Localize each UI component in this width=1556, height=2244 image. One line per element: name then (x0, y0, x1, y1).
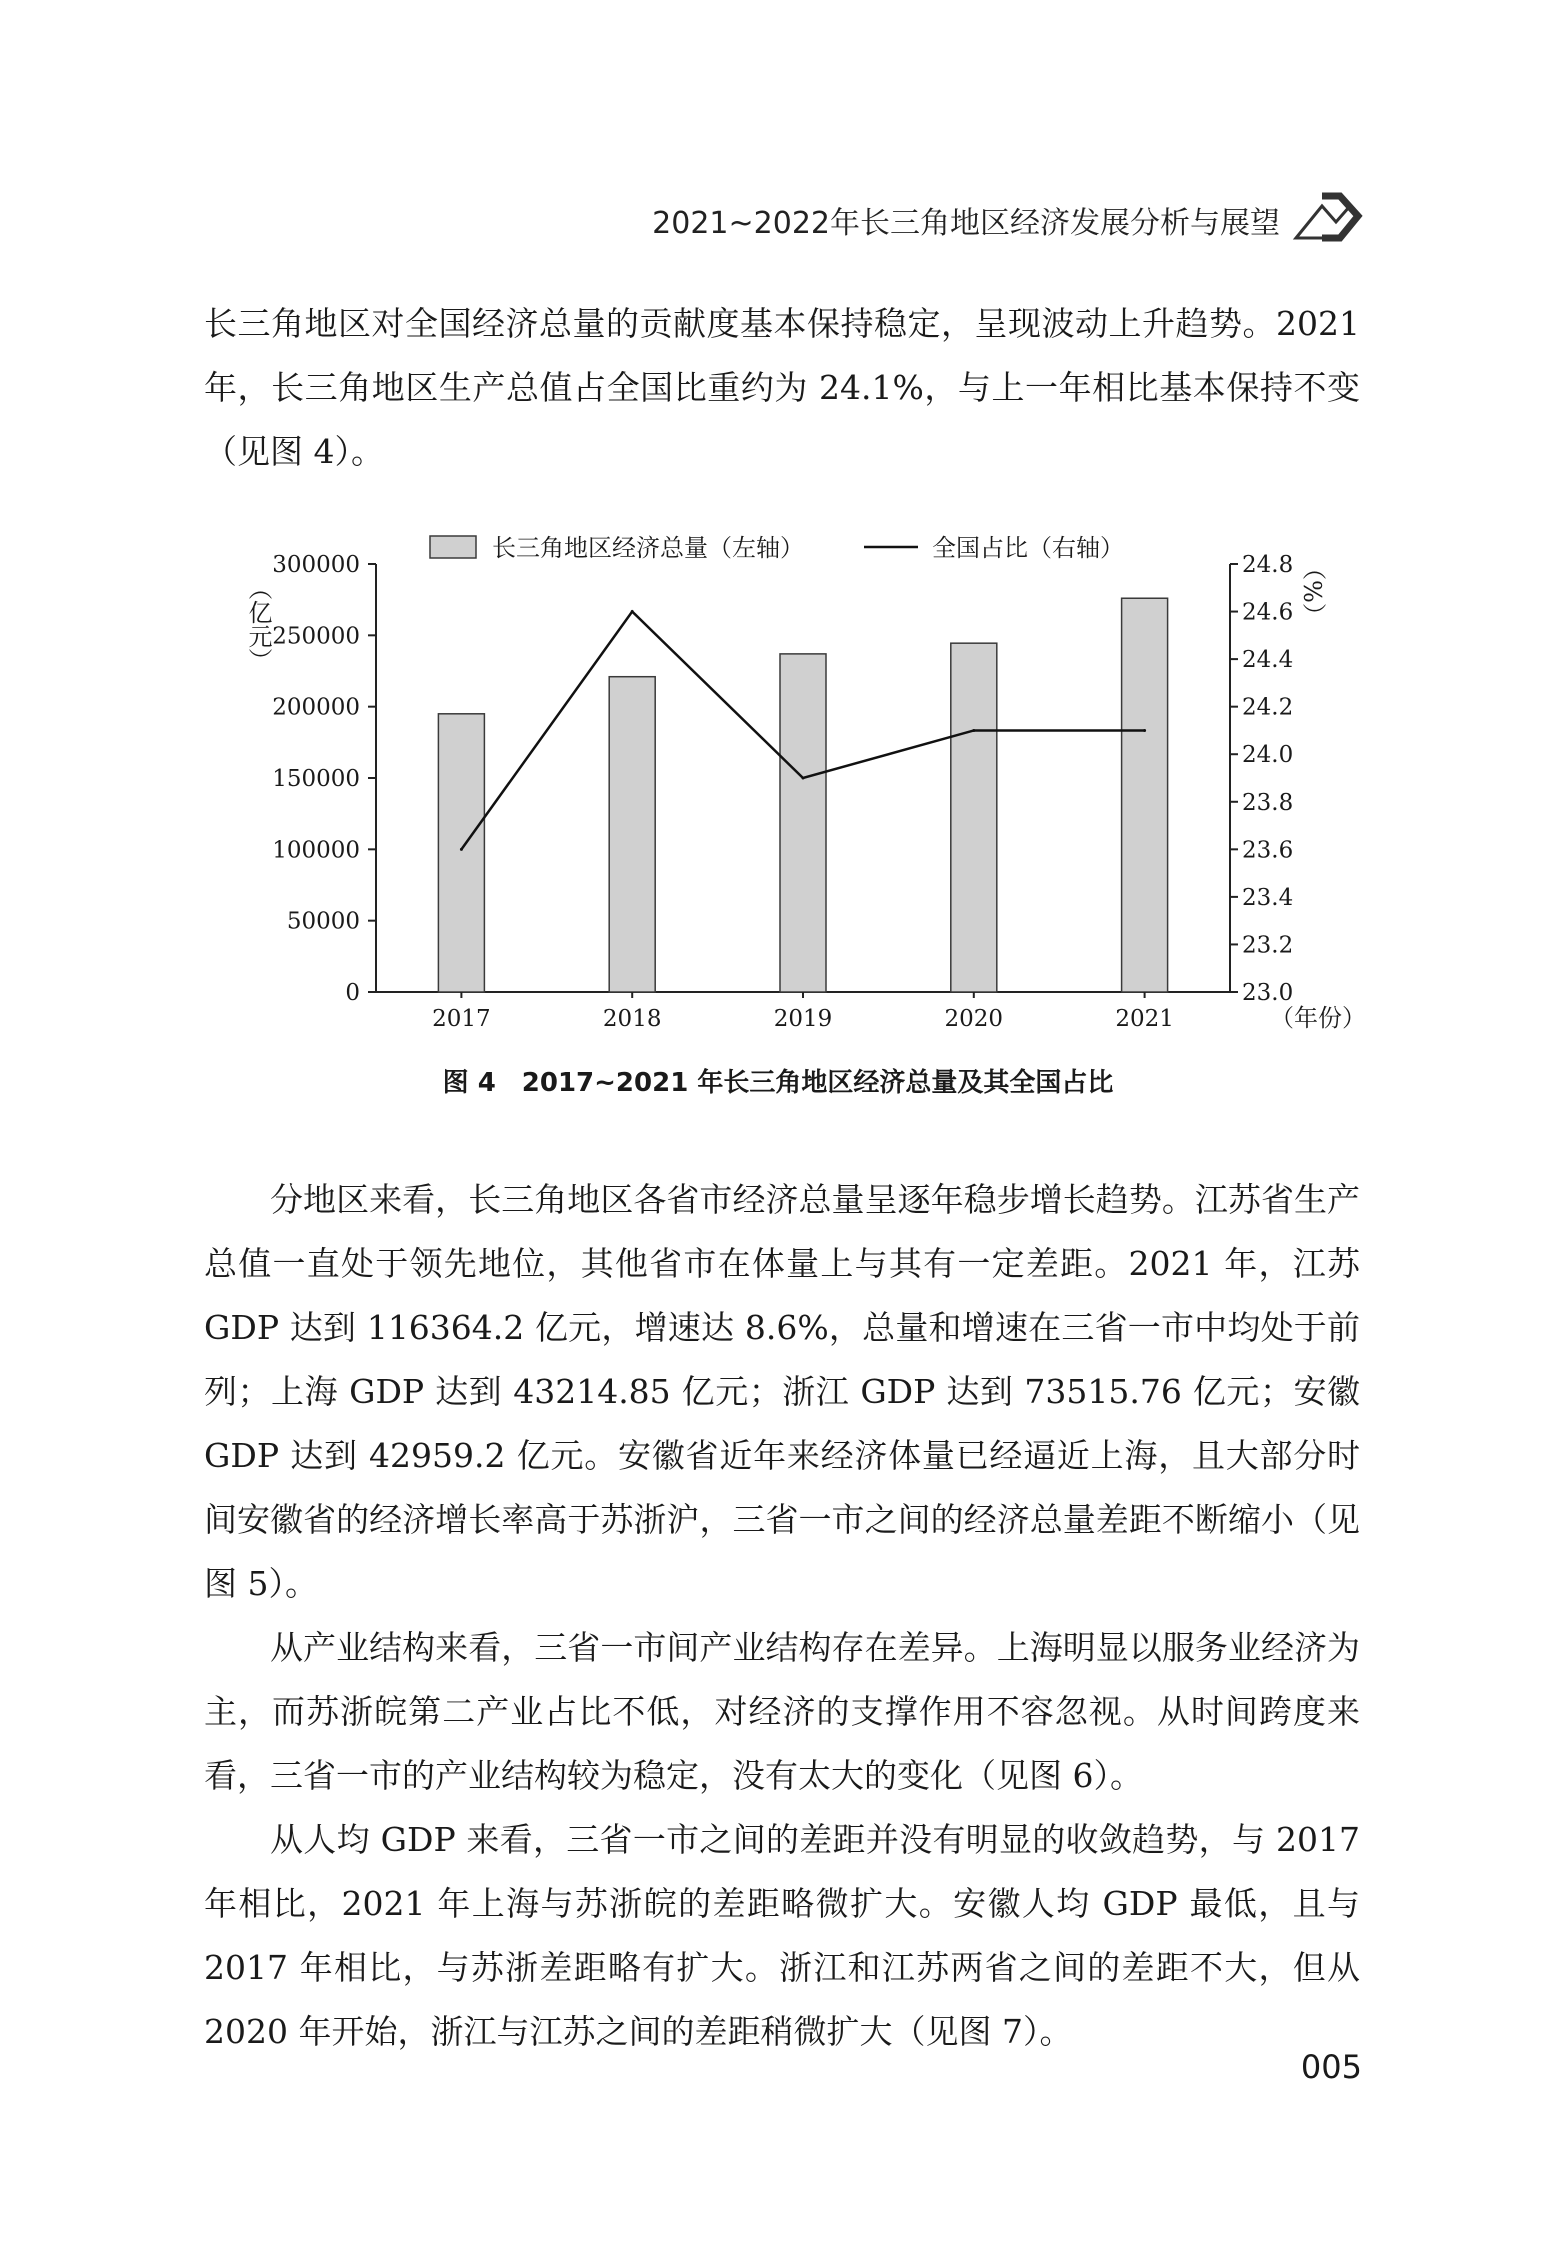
x-tick-label: 2021 (1115, 1006, 1174, 1032)
x-tick-label: 2018 (602, 1006, 662, 1032)
bar-2021 (1122, 598, 1168, 992)
share-point-2020 (972, 729, 975, 732)
left-tick-label: 150000 (272, 766, 360, 792)
paragraph-2: 分地区来看，长三角地区各省市经济总量呈逐年稳步增长趋势。江苏省生产总值一直处于领先地位，其他省市在体量上与其有一定差距。2021 年，江苏 GDP 达到 116364.2 亿元，增速达 8.6%，总量和增速在三省一市中均处于前列；上海 GDP 达到 43214.85 亿元；浙江 GDP 达到 73515.76 亿元；安徽 GDP 达到 42959.2 亿元。安徽省近年来经济体量已经逼近上海，且大部分时间安徽省的经济增长率高于苏浙沪，三省一市之间的经济总量差距不断缩小（见图 5）。 (204, 1180, 1360, 1603)
bar-2019 (780, 654, 826, 992)
figure-caption: 图 4 2017~2021 年长三角地区经济总量及其全国占比 (442, 1068, 1114, 1098)
right-tick-label: 23.2 (1242, 932, 1294, 959)
share-point-2017 (460, 848, 463, 851)
left-tick-label: 0 (345, 980, 360, 1006)
bar-2017 (438, 714, 484, 992)
left-tick-label: 50000 (286, 908, 360, 935)
chart-plot-area (244, 534, 1366, 1032)
left-tick-label: 200000 (272, 694, 360, 721)
legend-line-label: 全国占比（右轴） (932, 534, 1124, 562)
right-tick-label: 23.8 (1242, 789, 1294, 816)
right-tick-label: 24.6 (1242, 599, 1294, 626)
paragraph-4: 从人均 GDP 来看，三省一市之间的差距并没有明显的收敛趋势，与 2017 年相比，2021 年上海与苏浙皖的差距略微扩大。安徽人均 GDP 最低，且与 2017 年相比，与苏浙差距略有扩大。浙江和江苏两省之间的差距不大，但从 2020 年开始，浙江与江苏之间的差距稍微扩大（见图 7）。 (204, 1820, 1360, 2051)
paragraph-1: 长三角地区对全国经济总量的贡献度基本保持稳定，呈现波动上升趋势。2021 年，长三角地区生产总值占全国比重约为 24.1%，与上一年相比基本保持不变（见图 4）。 (204, 304, 1360, 471)
right-tick-label: 24.4 (1242, 647, 1294, 674)
page-number: 005 (1300, 2048, 1362, 2086)
legend-bar-swatch (430, 536, 476, 558)
left-tick-label: 300000 (272, 552, 360, 578)
x-axis-unit-label: （年份） (1270, 1004, 1366, 1032)
left-tick-label: 250000 (272, 623, 360, 650)
x-tick-label: 2019 (773, 1006, 833, 1032)
right-tick-label: 24.8 (1242, 552, 1294, 578)
share-point-2019 (802, 777, 805, 780)
figure-4-chart (0, 500, 1556, 1060)
share-point-2018 (631, 610, 634, 613)
bar-2018 (609, 677, 655, 992)
right-tick-label: 23.6 (1242, 837, 1294, 864)
share-point-2021 (1143, 729, 1146, 732)
right-tick-label: 24.0 (1242, 742, 1294, 769)
x-tick-label: 2017 (432, 1006, 491, 1032)
right-tick-label: 23.4 (1242, 884, 1294, 911)
right-tick-label: 23.0 (1242, 980, 1294, 1006)
right-tick-label: 24.2 (1242, 694, 1294, 721)
running-header: 2021~2022年长三角地区经济发展分析与展望 (652, 206, 1280, 241)
right-axis-unit-label: （%） (1298, 556, 1326, 627)
left-tick-label: 100000 (272, 837, 360, 864)
left-axis-unit-label: （亿元） (244, 576, 272, 672)
paragraph-3: 从产业结构来看，三省一市间产业结构存在差异。上海明显以服务业经济为主，而苏浙皖第二产业占比不低，对经济的支撑作用不容忽视。从时间跨度来看，三省一市的产业结构较为稳定，没有太大的变化（见图 6）。 (204, 1628, 1360, 1795)
book-logo-icon (1292, 188, 1364, 246)
legend-bar-label: 长三角地区经济总量（左轴） (492, 534, 804, 562)
bar-2020 (951, 643, 997, 992)
x-tick-label: 2020 (944, 1006, 1004, 1032)
